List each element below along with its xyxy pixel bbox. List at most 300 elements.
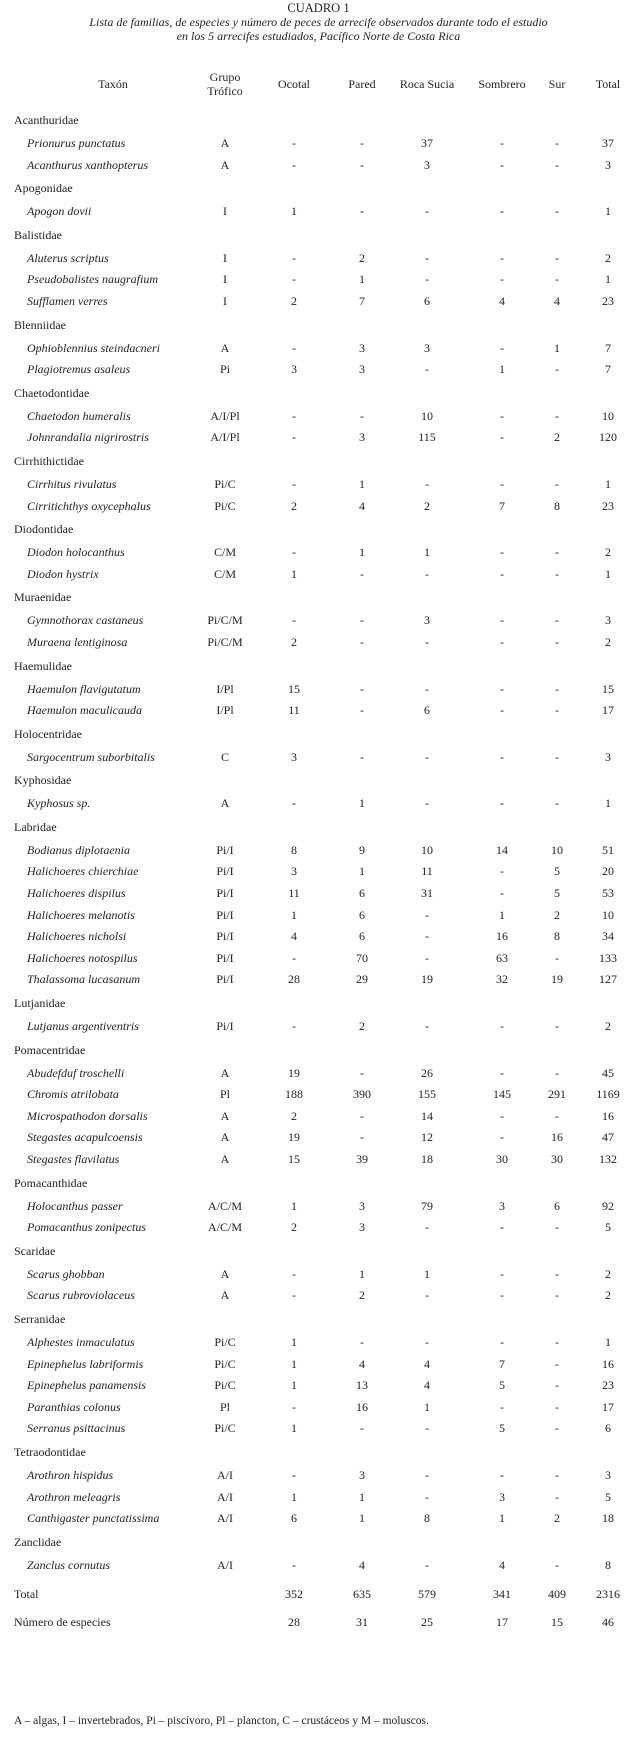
sur-summary-cell: 15 bbox=[551, 1615, 563, 1630]
total-cell: 1169 bbox=[596, 1087, 620, 1102]
species-row bbox=[0, 269, 637, 291]
roca-sucia-cell: 4 bbox=[424, 1356, 430, 1371]
species-name: Sufflamen verres bbox=[27, 293, 108, 308]
species-name: Cirritichthys oxycephalus bbox=[27, 498, 151, 513]
species-row bbox=[0, 406, 637, 428]
ocotal-cell: - bbox=[292, 1557, 296, 1572]
family-name: Muraenidae bbox=[14, 590, 72, 605]
sombrero-cell: - bbox=[500, 1130, 504, 1145]
sur-cell: - bbox=[555, 1220, 559, 1235]
species-name: Stegastes acapulcoensis bbox=[27, 1130, 143, 1145]
species-row bbox=[0, 1285, 637, 1307]
pared-cell: 70 bbox=[356, 950, 368, 965]
species-name: Apogon dovii bbox=[27, 204, 92, 219]
species-row bbox=[0, 542, 637, 564]
roca-sucia-cell: 1 bbox=[424, 545, 430, 560]
header-grupo-trofico bbox=[192, 70, 258, 98]
trophic-group-cell: A bbox=[220, 1288, 230, 1303]
species-row bbox=[0, 1397, 637, 1419]
species-name: Paranthias colonus bbox=[27, 1399, 121, 1414]
ocotal-cell: 28 bbox=[288, 972, 300, 987]
roca-sucia-cell: - bbox=[425, 1467, 429, 1482]
pared-cell: 4 bbox=[359, 1356, 365, 1371]
sur-cell: - bbox=[555, 566, 559, 581]
pared-cell: 3 bbox=[359, 340, 365, 355]
header-grupo-line2: Trófico bbox=[207, 84, 243, 98]
species-row bbox=[0, 474, 637, 496]
roca-sucia-cell: 2 bbox=[424, 498, 430, 513]
total-cell: 5 bbox=[605, 1220, 611, 1235]
sur-cell: 19 bbox=[551, 972, 563, 987]
sombrero-cell: 30 bbox=[496, 1152, 508, 1166]
family-row bbox=[0, 1307, 637, 1332]
trophic-group-cell: I/Pl bbox=[216, 703, 234, 718]
roca-sucia-cell: 6 bbox=[424, 293, 430, 308]
roca-sucia-cell: 155 bbox=[418, 1087, 436, 1102]
table-body bbox=[0, 108, 637, 1636]
total-cell: 3 bbox=[605, 157, 611, 172]
pared-cell: 1 bbox=[359, 272, 365, 287]
species-row bbox=[0, 201, 637, 223]
family-row bbox=[0, 381, 637, 406]
sur-cell: - bbox=[555, 950, 559, 965]
pared-cell: 3 bbox=[359, 362, 365, 377]
family-name: Balistidae bbox=[14, 227, 62, 242]
family-name: Lutjanidae bbox=[14, 996, 66, 1011]
total-cell: 5 bbox=[605, 1489, 611, 1504]
sur-cell: 4 bbox=[554, 293, 560, 308]
ocotal-cell: - bbox=[292, 408, 296, 423]
trophic-group-cell: A bbox=[220, 1065, 230, 1080]
header-total: Total bbox=[595, 77, 621, 91]
species-name: Bodianus diplotaenia bbox=[27, 842, 130, 857]
roca-sucia-cell: 11 bbox=[421, 864, 433, 879]
species-name: Halichoeres nicholsi bbox=[27, 929, 127, 944]
sur-cell: - bbox=[555, 1421, 559, 1436]
family-row bbox=[0, 1171, 637, 1196]
pared-cell: 6 bbox=[359, 929, 365, 944]
species-row bbox=[0, 1016, 637, 1038]
sombrero-cell: 7 bbox=[499, 498, 505, 513]
sur-cell: - bbox=[555, 272, 559, 287]
trophic-group-cell: Pi/I bbox=[216, 972, 234, 987]
roca-sucia-cell: - bbox=[425, 362, 429, 377]
species-name: Ophioblennius steindacneri bbox=[27, 340, 160, 355]
family-name: Labridae bbox=[14, 819, 57, 834]
total-cell: 16 bbox=[602, 1356, 614, 1371]
sombrero-cell: - bbox=[500, 864, 504, 879]
trophic-group-cell: Pi/C bbox=[214, 476, 236, 491]
trophic-group-cell: Pi bbox=[219, 362, 230, 377]
pared-cell: 2 bbox=[359, 250, 365, 265]
family-row bbox=[0, 313, 637, 338]
species-row bbox=[0, 291, 637, 313]
sur-cell: - bbox=[555, 1356, 559, 1371]
ocotal-cell: - bbox=[292, 1399, 296, 1414]
total-cell: 10 bbox=[602, 408, 614, 423]
summary-label: Número de especies bbox=[14, 1615, 111, 1630]
total-cell: 18 bbox=[602, 1511, 614, 1526]
species-name: Scarus rubroviolaceus bbox=[27, 1288, 135, 1303]
total-cell: 2 bbox=[605, 1288, 611, 1303]
sombrero-cell: - bbox=[500, 1220, 504, 1235]
sur-cell: - bbox=[555, 634, 559, 649]
sombrero-cell: - bbox=[500, 430, 504, 445]
species-name: Pomacanthus zonipectus bbox=[27, 1220, 146, 1235]
total-cell: 2 bbox=[605, 1019, 611, 1034]
ocotal-cell: - bbox=[292, 136, 296, 150]
sombrero-cell: - bbox=[500, 408, 504, 423]
family-row bbox=[0, 449, 637, 474]
sur-cell: - bbox=[555, 1489, 559, 1504]
sombrero-cell: 32 bbox=[496, 972, 508, 987]
table-number: CUADRO 1 bbox=[287, 1, 350, 15]
species-row bbox=[0, 1063, 637, 1085]
trophic-group-cell: Pi/C bbox=[214, 1356, 236, 1371]
species-name: Sargocentrum suborbitalis bbox=[27, 749, 155, 764]
sombrero-cell: - bbox=[500, 272, 504, 287]
ocotal-cell: - bbox=[292, 272, 296, 287]
species-row bbox=[0, 1418, 637, 1440]
pared-cell: 1 bbox=[359, 476, 365, 491]
species-name: Johnrandalia nigrirostris bbox=[27, 430, 149, 445]
species-name: Lutjanus argentiventris bbox=[27, 1019, 139, 1034]
total-cell: 23 bbox=[602, 498, 614, 513]
total-cell: 16 bbox=[602, 1108, 614, 1123]
species-name: Serranus psittacinus bbox=[27, 1421, 126, 1436]
pared-cell: 1 bbox=[359, 545, 365, 560]
sombrero-cell: - bbox=[500, 340, 504, 355]
sombrero-cell: 16 bbox=[496, 929, 508, 944]
ocotal-cell: - bbox=[292, 157, 296, 172]
species-row bbox=[0, 1127, 637, 1149]
ocotal-cell: 1 bbox=[291, 1489, 297, 1504]
total-cell: 3 bbox=[605, 613, 611, 628]
pared-cell: - bbox=[360, 681, 364, 696]
sombrero-cell: - bbox=[500, 749, 504, 764]
species-row bbox=[0, 905, 637, 927]
roca-sucia-cell: - bbox=[425, 204, 429, 219]
sur-cell: 2 bbox=[554, 1511, 560, 1526]
ocotal-cell: - bbox=[292, 430, 296, 445]
species-row bbox=[0, 359, 637, 381]
trophic-group-cell: A bbox=[220, 1152, 230, 1166]
pared-cell: 13 bbox=[356, 1378, 368, 1393]
sur-cell: 30 bbox=[551, 1152, 563, 1166]
trophic-group-cell: A bbox=[220, 340, 230, 355]
total-cell: 2 bbox=[605, 545, 611, 560]
roca-sucia-cell: - bbox=[425, 566, 429, 581]
pared-cell: 2 bbox=[359, 1019, 365, 1034]
trophic-group-cell: Pi/I bbox=[216, 864, 234, 879]
species-count-row bbox=[0, 1608, 637, 1636]
family-row bbox=[0, 176, 637, 201]
ocotal-cell: - bbox=[292, 340, 296, 355]
pared-cell: 1 bbox=[359, 1511, 365, 1526]
ocotal-cell: 1 bbox=[291, 1334, 297, 1349]
sombrero-cell: 3 bbox=[499, 1489, 505, 1504]
sur-cell: 5 bbox=[554, 886, 560, 901]
total-cell: 92 bbox=[602, 1198, 614, 1213]
header-pared: Pared bbox=[348, 77, 376, 91]
roca-sucia-cell: 37 bbox=[421, 136, 433, 150]
species-name: Chromis atrilobata bbox=[27, 1087, 119, 1102]
header-roca-sucia: Roca Sucia bbox=[399, 77, 455, 91]
roca-sucia-cell: 19 bbox=[421, 972, 433, 987]
species-name: Abudefduf troschelli bbox=[27, 1065, 125, 1080]
roca-sucia-cell: 3 bbox=[424, 613, 430, 628]
ocotal-cell: 6 bbox=[291, 1511, 297, 1526]
trophic-group-cell: A bbox=[220, 157, 230, 172]
pared-cell: 1 bbox=[359, 1266, 365, 1281]
pared-cell: 4 bbox=[359, 1557, 365, 1572]
sur-cell: 8 bbox=[554, 929, 560, 944]
pared-cell: 1 bbox=[359, 864, 365, 879]
species-row bbox=[0, 883, 637, 905]
sur-cell: - bbox=[555, 1467, 559, 1482]
species-row bbox=[0, 1106, 637, 1128]
species-row bbox=[0, 610, 637, 632]
ocotal-cell: 8 bbox=[291, 842, 297, 857]
total-cell: 34 bbox=[602, 929, 614, 944]
ocotal-cell: 1 bbox=[291, 907, 297, 922]
ocotal-cell: 188 bbox=[285, 1087, 303, 1102]
pared-cell: 3 bbox=[359, 1467, 365, 1482]
species-name: Plagiotremus asaleus bbox=[27, 362, 131, 377]
total-cell: 3 bbox=[605, 749, 611, 764]
pared-cell: 6 bbox=[359, 886, 365, 901]
trophic-group-cell: I bbox=[223, 272, 227, 287]
sombrero-cell: - bbox=[500, 136, 504, 150]
species-name: Arothron hispidus bbox=[27, 1467, 114, 1482]
species-name: Arothron meleagris bbox=[27, 1489, 121, 1504]
sombrero-cell: - bbox=[500, 545, 504, 560]
sur-cell: - bbox=[555, 1557, 559, 1572]
ocotal-cell: - bbox=[292, 1467, 296, 1482]
species-name: Gymnothorax castaneus bbox=[27, 613, 144, 628]
roca-sucia-cell: - bbox=[425, 1220, 429, 1235]
trophic-group-cell: C/M bbox=[213, 566, 236, 581]
ocotal-cell: - bbox=[292, 613, 296, 628]
roca-sucia-cell: - bbox=[425, 1489, 429, 1504]
family-row bbox=[0, 1440, 637, 1465]
trophic-group-cell: I bbox=[223, 293, 227, 308]
species-name: Scarus ghobban bbox=[27, 1266, 105, 1281]
header-grupo-line1: Grupo bbox=[209, 70, 241, 84]
ocotal-cell: - bbox=[292, 545, 296, 560]
total-cell: 1 bbox=[605, 476, 611, 491]
species-row bbox=[0, 1487, 637, 1509]
trophic-group-cell: I bbox=[223, 250, 227, 265]
species-name: Halichoeres melanotis bbox=[27, 907, 135, 922]
total-summary-cell: 46 bbox=[602, 1615, 614, 1630]
species-name: Alphestes inmaculatus bbox=[27, 1334, 135, 1349]
roca-sucia-cell: - bbox=[425, 950, 429, 965]
roca-sucia-cell: 26 bbox=[421, 1065, 433, 1080]
species-row bbox=[0, 1149, 637, 1171]
sur-summary-cell: 409 bbox=[548, 1587, 566, 1602]
family-name: Apogonidae bbox=[14, 181, 73, 196]
sur-cell: 6 bbox=[554, 1198, 560, 1213]
ocotal-cell: - bbox=[292, 796, 296, 811]
pared-cell: 1 bbox=[359, 796, 365, 811]
sombrero-cell: - bbox=[500, 1334, 504, 1349]
roca-sucia-cell: - bbox=[425, 1557, 429, 1572]
ocotal-summary-cell: 28 bbox=[288, 1615, 300, 1630]
family-row bbox=[0, 223, 637, 248]
species-name: Halichoeres notospilus bbox=[27, 950, 138, 965]
total-cell: 17 bbox=[602, 703, 614, 718]
family-row bbox=[0, 815, 637, 840]
trophic-group-cell: A bbox=[220, 1130, 230, 1145]
species-row bbox=[0, 155, 637, 177]
total-cell: 1 bbox=[605, 204, 611, 219]
family-row bbox=[0, 1038, 637, 1063]
pared-cell: - bbox=[360, 1065, 364, 1080]
trophic-group-cell: I bbox=[223, 204, 227, 219]
roca-sucia-cell: - bbox=[425, 749, 429, 764]
sur-cell: 5 bbox=[554, 864, 560, 879]
sombrero-cell: - bbox=[500, 157, 504, 172]
species-name: Diodon holocanthus bbox=[27, 545, 125, 560]
header-taxon: Taxón bbox=[98, 77, 128, 91]
species-name: Aluterus scriptus bbox=[27, 250, 109, 265]
roca-sucia-cell: - bbox=[425, 1288, 429, 1303]
total-summary-cell: 2316 bbox=[596, 1587, 620, 1602]
species-name: Cirrhitus rivulatus bbox=[27, 476, 117, 491]
species-name: Haemulon flavigutatum bbox=[27, 681, 141, 696]
roca-sucia-cell: 18 bbox=[421, 1152, 433, 1166]
species-row bbox=[0, 248, 637, 270]
species-row bbox=[0, 926, 637, 948]
total-cell: 51 bbox=[602, 842, 614, 857]
roca-sucia-cell: 1 bbox=[424, 1266, 430, 1281]
species-name: Thalassoma lucasanum bbox=[27, 972, 141, 987]
species-row bbox=[0, 1217, 637, 1239]
sur-cell: - bbox=[555, 408, 559, 423]
sur-cell: - bbox=[555, 136, 559, 150]
species-row bbox=[0, 1196, 637, 1218]
roca-sucia-cell: - bbox=[425, 476, 429, 491]
family-name: Serranidae bbox=[14, 1311, 66, 1326]
trophic-group-cell: Pi/C bbox=[214, 1378, 236, 1393]
sur-cell: - bbox=[555, 1378, 559, 1393]
species-name: Stegastes flavilatus bbox=[27, 1152, 120, 1166]
sombrero-cell: - bbox=[500, 1288, 504, 1303]
sur-cell: 291 bbox=[548, 1087, 566, 1102]
sombrero-cell: - bbox=[500, 1019, 504, 1034]
family-name: Tetraodontidae bbox=[14, 1444, 86, 1459]
species-row bbox=[0, 1332, 637, 1354]
family-name: Pomacentridae bbox=[14, 1042, 86, 1057]
header-ocotal: Ocotal bbox=[278, 77, 310, 91]
species-name: Haemulon maculicauda bbox=[27, 703, 142, 718]
sur-cell: 2 bbox=[554, 907, 560, 922]
trophic-group-cell: A/I/Pl bbox=[210, 408, 240, 423]
pared-cell: 3 bbox=[359, 1220, 365, 1235]
pared-cell: 3 bbox=[359, 1198, 365, 1213]
sur-cell: - bbox=[555, 1288, 559, 1303]
family-name: Kyphosidae bbox=[14, 773, 72, 788]
table-footnote: A – algas, I – invertebrados, Pi – piscívoro, Pl – plancton, C – crustáceos y M – moluscos. bbox=[14, 1715, 429, 1727]
total-cell: 20 bbox=[602, 864, 614, 879]
roca-sucia-cell: 14 bbox=[421, 1108, 433, 1123]
sombrero-cell: 7 bbox=[499, 1356, 505, 1371]
sur-cell: - bbox=[555, 204, 559, 219]
total-cell: 2 bbox=[605, 1266, 611, 1281]
ocotal-cell: 19 bbox=[288, 1130, 300, 1145]
sombrero-cell: - bbox=[500, 1399, 504, 1414]
sur-cell: 1 bbox=[554, 340, 560, 355]
roca-sucia-cell: 4 bbox=[424, 1378, 430, 1393]
trophic-group-cell: Pl bbox=[219, 1087, 230, 1102]
sur-cell: - bbox=[555, 362, 559, 377]
sur-cell: 2 bbox=[554, 430, 560, 445]
header-sur: Sur bbox=[548, 77, 566, 91]
roca-sucia-cell: 31 bbox=[421, 886, 433, 901]
family-name: Zanclidae bbox=[14, 1534, 62, 1549]
ocotal-cell: 2 bbox=[291, 498, 297, 513]
trophic-group-cell: Pi/I bbox=[216, 842, 234, 857]
species-name: Acanthurus xanthopterus bbox=[27, 157, 148, 172]
species-row bbox=[0, 840, 637, 862]
species-row bbox=[0, 1465, 637, 1487]
family-row bbox=[0, 1239, 637, 1264]
total-cell: 45 bbox=[602, 1065, 614, 1080]
sombrero-summary-cell: 341 bbox=[493, 1587, 511, 1602]
ocotal-cell: - bbox=[292, 250, 296, 265]
family-row bbox=[0, 654, 637, 679]
trophic-group-cell: Pi/C bbox=[214, 1334, 236, 1349]
ocotal-summary-cell: 352 bbox=[285, 1587, 303, 1602]
table-header bbox=[0, 68, 637, 108]
species-row bbox=[0, 496, 637, 518]
total-cell: 8 bbox=[605, 1557, 611, 1572]
ocotal-cell: 1 bbox=[291, 1421, 297, 1436]
sombrero-cell: - bbox=[500, 1266, 504, 1281]
trophic-group-cell: Pi/C/M bbox=[207, 634, 243, 649]
roca-sucia-summary-cell: 579 bbox=[418, 1587, 436, 1602]
family-row bbox=[0, 585, 637, 610]
species-row bbox=[0, 861, 637, 883]
roca-sucia-cell: - bbox=[425, 250, 429, 265]
species-name: Canthigaster punctatissima bbox=[27, 1511, 160, 1526]
roca-sucia-cell: 10 bbox=[421, 842, 433, 857]
species-row bbox=[0, 1264, 637, 1286]
family-row bbox=[0, 517, 637, 542]
family-row bbox=[0, 768, 637, 793]
ocotal-cell: 11 bbox=[288, 886, 300, 901]
species-name: Prionurus punctatus bbox=[27, 136, 126, 150]
species-row bbox=[0, 1375, 637, 1397]
family-name: Diodontidae bbox=[14, 522, 74, 537]
total-cell: 23 bbox=[602, 293, 614, 308]
species-name: Holocanthus passer bbox=[27, 1198, 123, 1213]
family-name: Holocentridae bbox=[14, 726, 82, 741]
trophic-group-cell: A/C/M bbox=[207, 1220, 242, 1235]
family-name: Scaridae bbox=[14, 1243, 56, 1258]
ocotal-cell: - bbox=[292, 476, 296, 491]
trophic-group-cell: A/I bbox=[217, 1489, 233, 1504]
species-row bbox=[0, 793, 637, 815]
pared-cell: - bbox=[360, 566, 364, 581]
ocotal-cell: 15 bbox=[288, 1152, 300, 1166]
ocotal-cell: 1 bbox=[291, 1356, 297, 1371]
roca-sucia-cell: 12 bbox=[421, 1130, 433, 1145]
pared-cell: 3 bbox=[359, 430, 365, 445]
sombrero-cell: 1 bbox=[499, 907, 505, 922]
trophic-group-cell: A bbox=[220, 136, 230, 150]
